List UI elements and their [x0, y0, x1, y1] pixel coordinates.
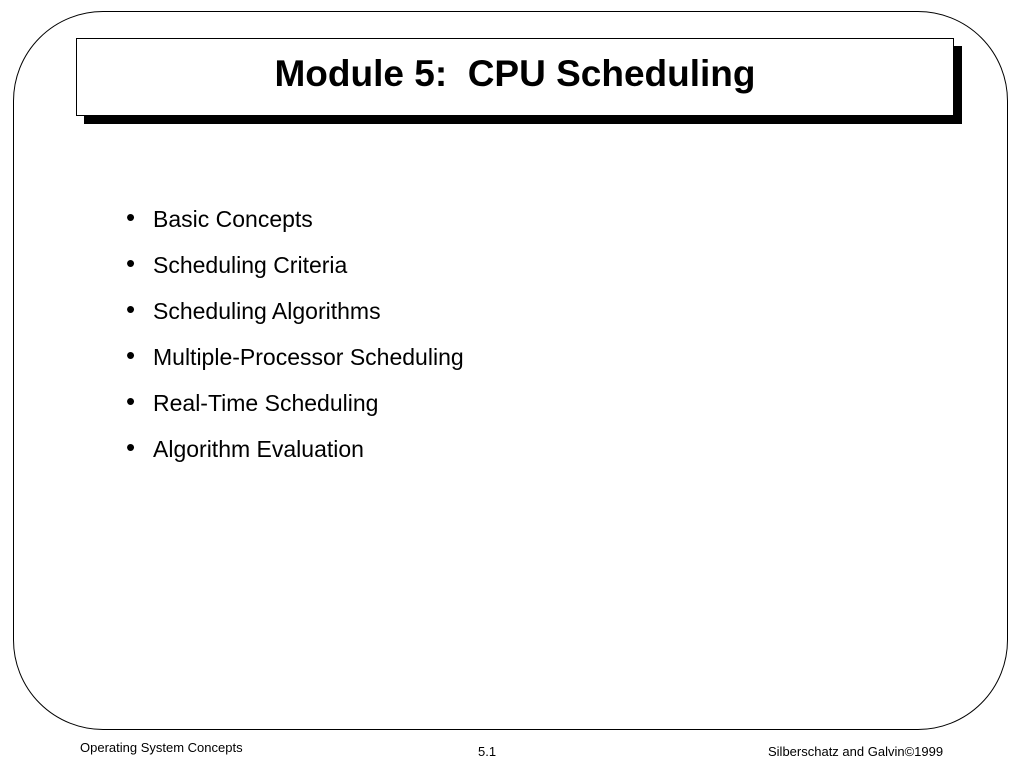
bullet-text: Scheduling Criteria: [153, 251, 348, 278]
title-box: [76, 38, 954, 116]
list-item: [126, 288, 464, 334]
list-item: [126, 334, 464, 380]
bullet-icon: •: [126, 248, 136, 278]
bullet-text: Scheduling Algorithms: [153, 297, 381, 324]
footer-copyright: Silberschatz and Galvin©1999: [768, 744, 944, 759]
bullet-icon: •: [126, 294, 136, 324]
bullet-icon: •: [126, 432, 136, 462]
footer-page-number: 5.1: [478, 744, 497, 759]
bullet-icon: •: [126, 386, 136, 416]
bullet-text: Multiple-Processor Scheduling: [153, 343, 464, 370]
bullet-text: Algorithm Evaluation: [153, 435, 364, 462]
bullet-text: Basic Concepts: [153, 205, 313, 232]
bullet-list: [126, 196, 464, 472]
list-item: [126, 426, 464, 472]
slide-title: Module 5: CPU Scheduling: [274, 53, 756, 94]
list-item: [126, 242, 464, 288]
list-item: [126, 196, 464, 242]
bullet-icon: •: [126, 202, 136, 232]
bullet-text: Real-Time Scheduling: [153, 389, 379, 416]
list-item: [126, 380, 464, 426]
footer-course-name: Operating System Concepts: [80, 740, 243, 755]
bullet-icon: •: [126, 340, 136, 370]
